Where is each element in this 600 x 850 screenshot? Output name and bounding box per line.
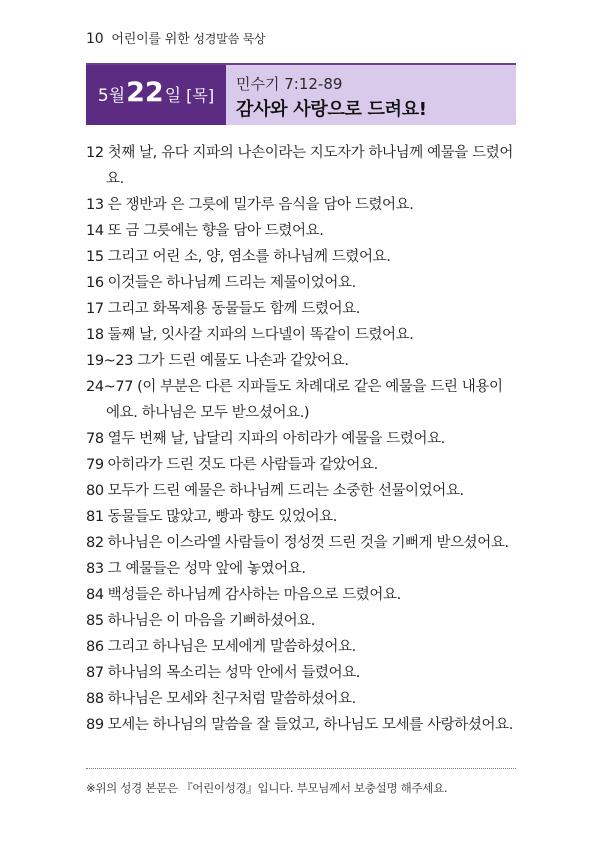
passage-reference: 민수기 7:12-89	[236, 75, 343, 93]
verse-text: 아히라가 드린 것도 다른 사람들과 같았어요.	[107, 457, 378, 473]
verse-number: 12	[86, 145, 104, 161]
book-title: 어린이를 위한	[111, 32, 190, 47]
date-weekday: [목]	[186, 86, 215, 105]
verse-number: 15	[86, 249, 104, 265]
verse-text: 모두가 드린 예물은 하나님께 드리는 소중한 선물이었어요.	[107, 483, 464, 499]
verse	[86, 530, 516, 556]
verse	[86, 504, 516, 530]
verse	[86, 608, 516, 634]
verse-text: 은 쟁반과 은 그릇에 밀가루 음식을 담아 드렸어요.	[107, 197, 414, 213]
verse-number: 87	[86, 665, 104, 681]
verse-number: 14	[86, 223, 104, 239]
passage-title: 감사와 사랑으로 드려요!	[236, 99, 427, 120]
verse	[86, 582, 516, 608]
verse	[86, 660, 516, 686]
running-head	[86, 28, 265, 47]
verse-number: 89	[86, 717, 104, 733]
verse-text: 하나님은 이스라엘 사람들이 정성껏 드린 것을 기뻐게 받으셨어요.	[107, 535, 509, 551]
dotted-divider	[86, 768, 516, 769]
verse-text: 하나님은 모세와 친구처럼 말씀하셨어요.	[107, 691, 356, 707]
verse	[86, 374, 516, 426]
verse	[86, 478, 516, 504]
verse-text: 동물들도 많았고, 빵과 향도 있었어요.	[107, 509, 338, 525]
verse-text: 모세는 하나님의 말씀을 잘 들었고, 하나님도 모세를 사랑하셨어요.	[107, 717, 513, 733]
verse-number: 79	[86, 457, 104, 473]
date-day: 22	[126, 77, 164, 108]
verse-text: 그리고 하나님은 모세에게 말씀하셨어요.	[107, 639, 356, 655]
verse	[86, 270, 516, 296]
verse-number: 81	[86, 509, 104, 525]
verse	[86, 296, 516, 322]
verse-number: 88	[86, 691, 104, 707]
verse	[86, 634, 516, 660]
devotion-header	[86, 63, 516, 125]
verse	[86, 322, 516, 348]
verse-text: 백성들은 하나님께 감사하는 마음으로 드렸어요.	[107, 587, 401, 603]
verse-text: 첫째 날, 유다 지파의 나손이라는 지도자가 하나님께 예물을 드렸어요.	[106, 145, 513, 187]
verse-text: 그리고 화목제용 동물들도 함께 드렸어요.	[107, 301, 361, 317]
series-title: 성경말씀 묵상	[193, 32, 266, 46]
verse-text: 그리고 어린 소, 양, 염소를 하나님께 드렸어요.	[107, 249, 391, 265]
verse-text: 또 금 그릇에는 향을 담아 드렸어요.	[107, 223, 324, 239]
verse-text: 둘째 날, 잇사갈 지파의 느다넬이 똑같이 드렸어요.	[107, 327, 414, 343]
verse	[86, 348, 516, 374]
verse	[86, 452, 516, 478]
verse-text: 그가 드린 예물도 나손과 같았어요.	[137, 353, 349, 369]
verse-number: 16	[86, 275, 104, 291]
verse	[86, 426, 516, 452]
verse-number: 83	[86, 561, 104, 577]
verse	[86, 140, 516, 192]
verse-number: 84	[86, 587, 104, 603]
verse	[86, 244, 516, 270]
page-number: 10	[86, 31, 104, 47]
verse-number: 85	[86, 613, 104, 629]
verse-number: 80	[86, 483, 104, 499]
date-day-suffix: 일	[164, 86, 182, 106]
verse	[86, 218, 516, 244]
verse-number: 86	[86, 639, 104, 655]
verse-text: 하나님의 목소리는 성막 안에서 들렸어요.	[107, 665, 361, 681]
verse-text: 열두 번째 날, 납달리 지파의 아히라가 예물을 드렸어요.	[107, 431, 445, 447]
verse	[86, 556, 516, 582]
verse-number: 82	[86, 535, 104, 551]
date-badge	[86, 65, 226, 125]
verse-number: 19~23	[86, 353, 134, 369]
verse-number: 24~77	[86, 379, 134, 395]
verse	[86, 192, 516, 218]
verse-number: 13	[86, 197, 104, 213]
verse-text: 하나님은 이 마음을 기뻐하셨어요.	[107, 613, 315, 629]
verse-text: 그 예물들은 성막 앞에 놓였어요.	[107, 561, 306, 577]
verse-number: 18	[86, 327, 104, 343]
verse	[86, 712, 516, 738]
footnote: ※위의 성경 본문은 『어린이성경』입니다. 부모님께서 보충설명 해주세요.	[86, 781, 448, 795]
verse-number: 78	[86, 431, 104, 447]
verse	[86, 686, 516, 712]
verse-text: 이것들은 하나님께 드리는 제물이었어요.	[107, 275, 356, 291]
date-month: 5월	[97, 86, 126, 106]
verse-list	[86, 140, 516, 738]
verse-text: (이 부분은 다른 지파들도 차례대로 같은 예물을 드린 내용이에요. 하나님은 모두 받으셨어요.)	[106, 379, 503, 421]
verse-number: 17	[86, 301, 104, 317]
